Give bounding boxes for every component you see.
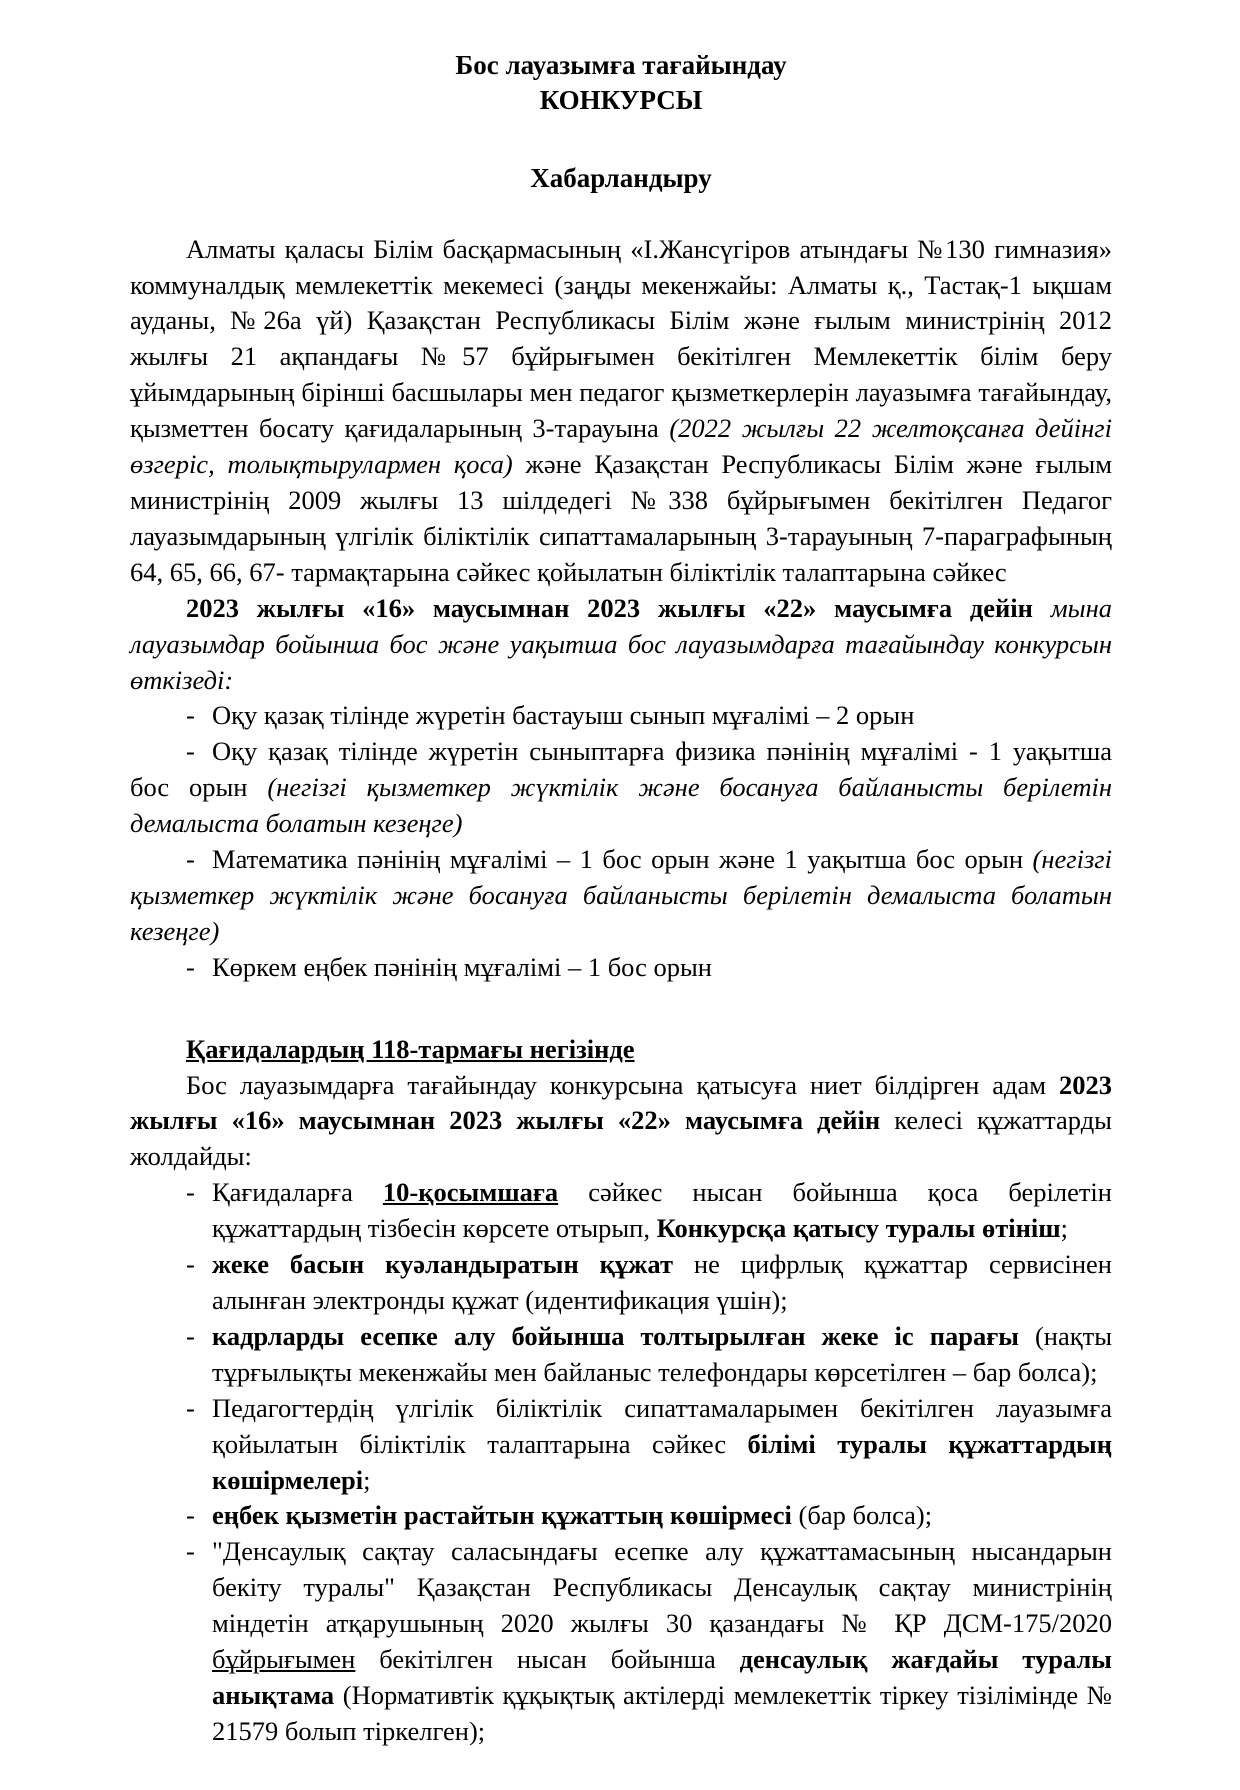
doc1-annex-link: 10-қосымшаға (382, 1177, 559, 1208)
doc2-part-2: не цифрлық құжаттар сервисінен алынған электронды құжат (идентификация үшін); (212, 1249, 1112, 1316)
vacancy-text-2 (130, 734, 1112, 842)
doc4-part-1: Педагогтердің үлгілік біліктілік сипаттамаларымен бекітілген лауазымға қойылатын біліктілік талаптарына сәйкес (212, 1392, 1112, 1459)
document-text-2 (212, 1247, 1112, 1319)
title-line-2: КОНКУРСЫ (539, 84, 703, 115)
vacancy-text-2-main: Оқу қазақ тілінде жүретін сыныптарға физика пәнінің мұғалімі - 1 уақытша бос орын (130, 736, 1112, 803)
vacancy-note-2: (негізгі қызметкер жүктілік және босануға байланысты берілетін демалыста болатын кезеңге) (130, 772, 1112, 839)
vacancy-note-3: (негізгі қызметкер жүктілік және босануға байланысты берілетін демалыста болатын кезеңге) (130, 844, 1112, 946)
doc6-part-1: "Денсаулық сақтау саласындағы есепке алу құжаттамасының нысандарын бекіту туралы" Қазақстан Республикасы Денсаулық сақтау министрінің міндетін атқарушының 2020 жылғы 30 қазандағы № ҚР ДСМ-175/2020 (212, 1536, 1112, 1639)
document-item-2 (130, 1247, 1112, 1319)
doc1-part-5: ; (1060, 1213, 1068, 1244)
vacancy-text-4: Көркем еңбек пәнінің мұғалімі – 1 бос орын (212, 951, 712, 982)
document-text-1 (212, 1175, 1112, 1247)
rules-heading (130, 1032, 1112, 1068)
bullet-icon: - (186, 951, 195, 982)
vacancy-text-1: Оқу қазақ тілінде жүретін бастауыш сынып мұғалімі – 2 орын (212, 700, 915, 731)
vacancy-item-1 (130, 698, 1112, 734)
doc6-health-certificate-label: денсаулық жағдайы туралы анықтама (212, 1644, 1112, 1710)
competition-period-text: мына лауазымдар бойынша бос және уақытша бос лауазымдарға тағайындау конкурсын өткізеді: (130, 592, 1112, 695)
announcement-subtitle: Хабарландыру (530, 163, 712, 194)
section-spacer (130, 986, 1112, 1006)
competition-period-dates: 2023 жылғы «16» маусымнан 2023 жылғы «22» маусымға дейін (186, 592, 1033, 623)
doc1-part-3: сәйкес нысан бойынша қоса берілетін құжаттардың тізбесін көрсете отырып, (212, 1177, 1112, 1244)
bullet-icon: - (186, 1392, 195, 1423)
vacancy-item-3 (130, 842, 1112, 950)
document-item-3 (130, 1319, 1112, 1391)
doc6-order-link: бұйрығымен (212, 1644, 356, 1675)
submission-paragraph (130, 1068, 1112, 1176)
document-item-6 (130, 1534, 1112, 1749)
bullet-icon: - (186, 1177, 195, 1208)
doc3-part-1: кадрларды есепке алу бойынша толтырылған жеке іс парағы (212, 1320, 1019, 1351)
submission-dates: 2023 жылғы «16» маусымнан 2023 жылғы «22» маусымға дейін (130, 1069, 1112, 1136)
vacancy-item-4 (130, 950, 1112, 986)
vacancy-text-3 (130, 842, 1112, 950)
vacancy-text-3-main: Математика пәнінің мұғалімі – 1 бос орын және 1 уақытша бос орын (212, 844, 1033, 875)
vacancy-item-2 (130, 734, 1112, 842)
submission-segment-1: Бос лауазымдарға тағайындау конкурсына қатысуға ниет білдірген адам (186, 1069, 1059, 1100)
bullet-icon: - (186, 736, 195, 767)
document-text-3 (212, 1319, 1112, 1391)
intro-paragraph (130, 232, 1112, 591)
document-text-4 (212, 1391, 1112, 1499)
doc6-part-5: (Нормативтік құқықтық актілерді мемлекеттік тіркеу тізілімінде № 21579 болып тіркелген); (212, 1679, 1112, 1746)
doc4-part-3: ; (363, 1464, 371, 1495)
competition-period-paragraph (130, 591, 1112, 699)
bullet-icon: - (186, 700, 195, 731)
doc1-part-1: Қағидаларға (212, 1177, 383, 1208)
doc4-education-docs-label: білімі туралы құжаттардың көшірмелері (212, 1428, 1112, 1495)
required-documents-list (130, 1175, 1112, 1750)
document-item-5 (130, 1498, 1112, 1534)
intro-amendment-note: (2022 жылғы 22 желтоқсанға дейінгі өзгеріс, толықтырулармен қоса) (130, 413, 1112, 480)
bullet-icon: - (186, 1536, 195, 1567)
doc1-application-label: Конкурсқа қатысу туралы өтініш (656, 1213, 1061, 1244)
doc2-part-1: жеке басын куәландыратын құжат (212, 1249, 673, 1280)
doc5-part-1: еңбек қызметін растайтын құжаттың көшірмесі (212, 1500, 792, 1531)
bullet-icon: - (186, 1320, 195, 1351)
vacancy-list (130, 698, 1112, 985)
bullet-icon: - (186, 1249, 195, 1280)
doc3-part-2: (нақты тұрғылықты мекенжайы мен байланыс телефондары көрсетілген – бар болса); (212, 1320, 1112, 1387)
bullet-icon: - (186, 844, 195, 875)
document-item-1 (130, 1175, 1112, 1247)
title-line-1: Бос лауазымға тағайындау (455, 50, 787, 80)
intro-segment-3: және Қазақстан Республикасы Білім және ғылым министрінің 2009 жылғы 13 шілдедегі №338 бұйрығымен бекітілген Педагог лауазымдарының үлгілік біліктілік сипаттамаларының 3-тарауының 7-параграфының 64, 65, 66, 67- тармақтарына сәйкес қойылатын біліктілік талаптарына сәйкес (130, 449, 1112, 587)
doc6-part-3: бекітілген нысан бойынша (355, 1644, 740, 1675)
document-text-5 (212, 1498, 1112, 1534)
submission-segment-2: келесі құжаттарды жолдайды: (130, 1105, 1112, 1172)
page-title (130, 48, 1112, 117)
bullet-icon: - (186, 1500, 195, 1531)
doc5-part-2: (бар болса); (791, 1500, 933, 1531)
rules-heading-text: Қағидалардың 118-тармағы негізінде (186, 1033, 635, 1064)
intro-segment-1: Алматы қаласы Білім басқармасының «І.Жансүгіров атындағы №130 гимназия» коммуналдық мемлекеттік мекемесі (заңды мекенжайы: Алматы қ., Тастақ-1 ықшам ауданы, №26а үй) Қазақстан Республикасы Білім және ғылым министрінің 2012 жылғы 21 ақпандағы №57 бұйрығымен бекітілген Мемлекеттік білім беру ұйымдарының бірінші басшылары мен педагог қызметкерлерін лауазымға тағайындау, қызметтен босату қағидаларының 3-тарауына (130, 233, 1112, 444)
document-item-4 (130, 1391, 1112, 1499)
document-text-6 (212, 1534, 1112, 1749)
